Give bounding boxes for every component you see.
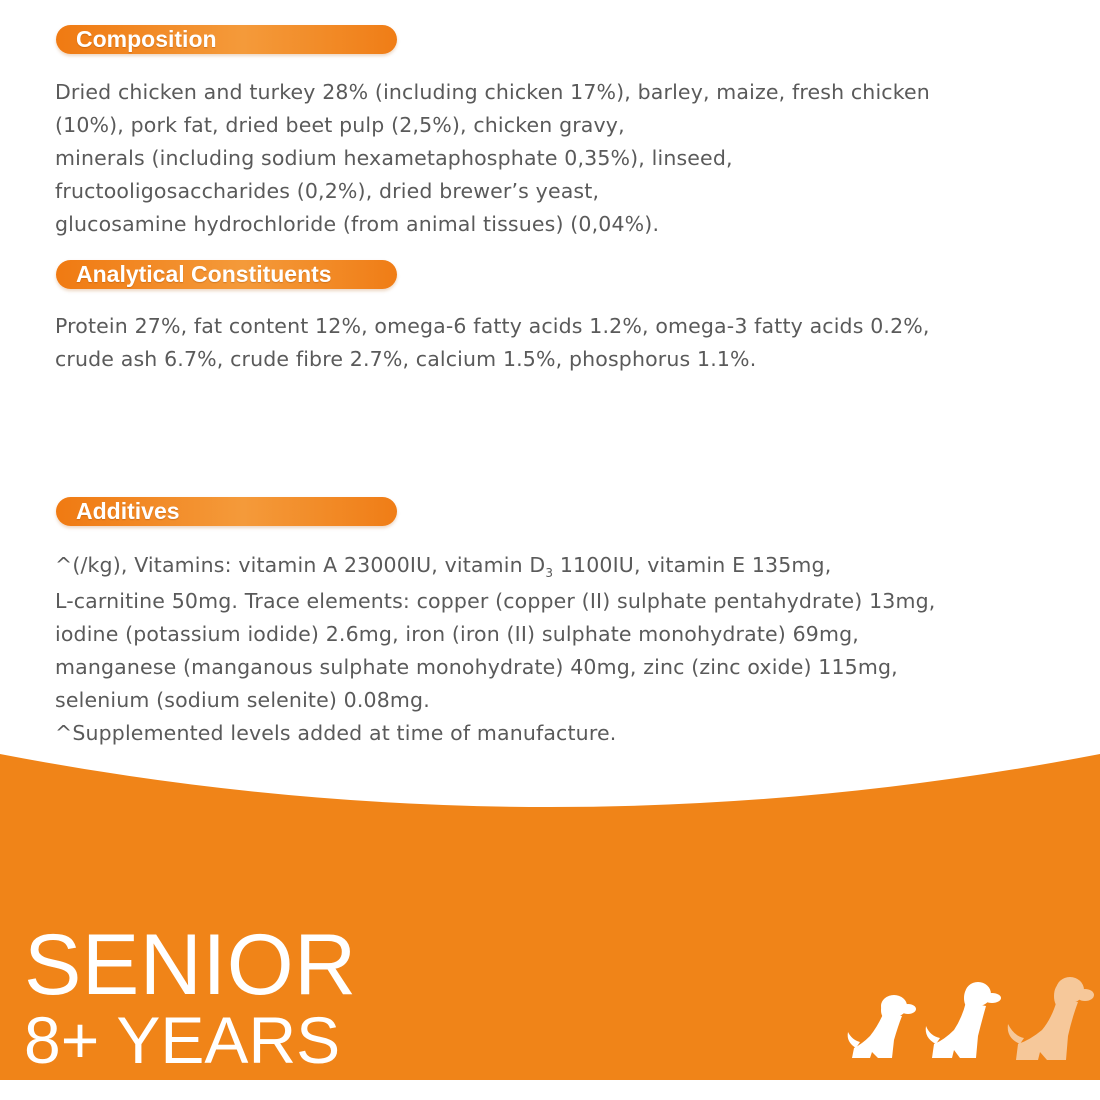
additives-line: L-carnitine 50mg. Trace elements: copper (copper (II) sulphate pentahydrate) 13mg, [55,589,936,613]
adult-dog-icon [920,978,1002,1064]
composition-text [55,76,1055,241]
additives-line: selenium (sodium selenite) 0.08mg. [55,688,430,712]
composition-line: (10%), pork fat, dried beet pulp (2,5%), chicken gravy, [55,113,625,137]
additives-line-end: 1100IU, vitamin E 135mg, [553,553,832,577]
puppy-icon [842,992,920,1064]
additives-footnote: ^Supplemented levels added at time of manufacture. [55,721,617,745]
composition-line: Dried chicken and turkey 28% (including chicken 17%), barley, maize, fresh chicken [55,80,930,104]
analytical-heading: Analytical Constituents [76,261,332,287]
additives-text [55,549,1055,750]
additives-heading-pill [56,497,397,526]
analytical-text [55,310,1055,376]
additives-line: iodine (potassium iodide) 2.6mg, iron (iron (II) sulphate monohydrate) 69mg, [55,622,859,646]
composition-line: glucosamine hydrochloride (from animal tissues) (0,04%). [55,212,660,236]
analytical-line: crude ash 6.7%, crude fibre 2.7%, calcium 1.5%, phosphorus 1.1%. [55,347,757,371]
analytical-line: Protein 27%, fat content 12%, omega-6 fatty acids 1.2%, omega-3 fatty acids 0.2%, [55,314,930,338]
additives-line [55,549,1055,585]
bottom-white-strip [0,1080,1100,1100]
additives-line: manganese (manganous sulphate monohydrate) 40mg, zinc (zinc oxide) 115mg, [55,655,898,679]
additives-heading: Additives [76,498,180,524]
composition-line: fructooligosaccharides (0,2%), dried brewer’s yeast, [55,179,600,203]
composition-heading-pill [56,25,397,54]
senior-dog-icon [1002,972,1094,1066]
composition-line: minerals (including sodium hexametaphosphate 0,35%), linseed, [55,146,733,170]
additives-subscript: 3 [545,566,554,580]
life-stage-age: 8+ YEARS [24,1003,341,1077]
analytical-heading-pill [56,260,397,289]
additives-line-start: ^(/kg), Vitamins: vitamin A 23000IU, vitamin D [55,553,546,577]
life-stage-title: SENIOR [24,917,357,1013]
composition-heading: Composition [76,26,217,52]
